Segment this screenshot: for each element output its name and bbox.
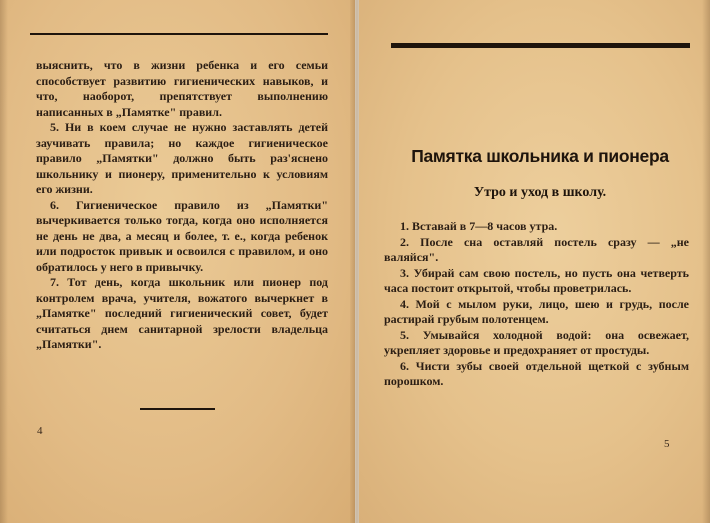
end-rule	[140, 408, 215, 410]
right-edge-shade	[702, 0, 710, 523]
list-item: 4. Мой с мылом руки, лицо, шею и грудь, после растирай грубым полотенцем.	[384, 296, 689, 326]
rules-list	[384, 219, 689, 390]
top-rule-right	[391, 43, 690, 48]
list-item: 2. После сна оставляй постель сразу — „не валяйся".	[384, 234, 689, 264]
page-title: Памятка школьника и пионера	[411, 146, 669, 166]
paragraph-rule-6: 6. Гигиеническое правило из „Памятки" вычеркивается только тогда, когда оно исполняется не день не два, а месяц и более, т. е., когда ребенок или подросток привык и освоился с правилом, и оно обратилось у него в привычку.	[36, 197, 328, 274]
left-edge-shade	[0, 0, 8, 523]
paragraph-rule-7: 7. Тот день, когда школьник или пионер под контролем врача, учителя, вожатого вычеркнет в „Памятке" последний гигиенический совет, будет считаться днем санитарной зрелости владельца „Памятки".	[36, 275, 328, 351]
page-number-right: 5	[664, 438, 670, 450]
top-rule	[30, 33, 328, 35]
list-item: 5. Умывайся холодной водой: она освежает, укрепляет здоровье и предохраняет от простуды.	[384, 327, 689, 357]
paragraph-rule-5: 5. Ни в коем случае не нужно заставлять детей заучивать правила; но каждое гигиеническое правило „Памятки" должно быть раз'яснено школьнику и пионеру, применительно к условиям его жизни.	[36, 120, 328, 196]
list-item: 6. Чисти зубы своей отдельной щеткой с зубным порошком.	[384, 358, 689, 388]
page-number-left: 4	[37, 425, 43, 437]
paragraph-continuation: выяснить, что в жизни ребенка и его семьи способствует развитию гигиенических навыков, и что, наоборот, препятствует выполнению написанных в „Памятке" правил.	[36, 58, 328, 119]
section-subtitle: Утро и уход в школу.	[473, 185, 607, 200]
list-item: 3. Убирай сам свою постель, но пусть она четверть часа постоит открытой, чтобы проветрилась.	[384, 265, 689, 295]
list-item: 1. Вставай в 7—8 часов утра.	[400, 219, 558, 233]
left-page-text	[36, 58, 328, 353]
